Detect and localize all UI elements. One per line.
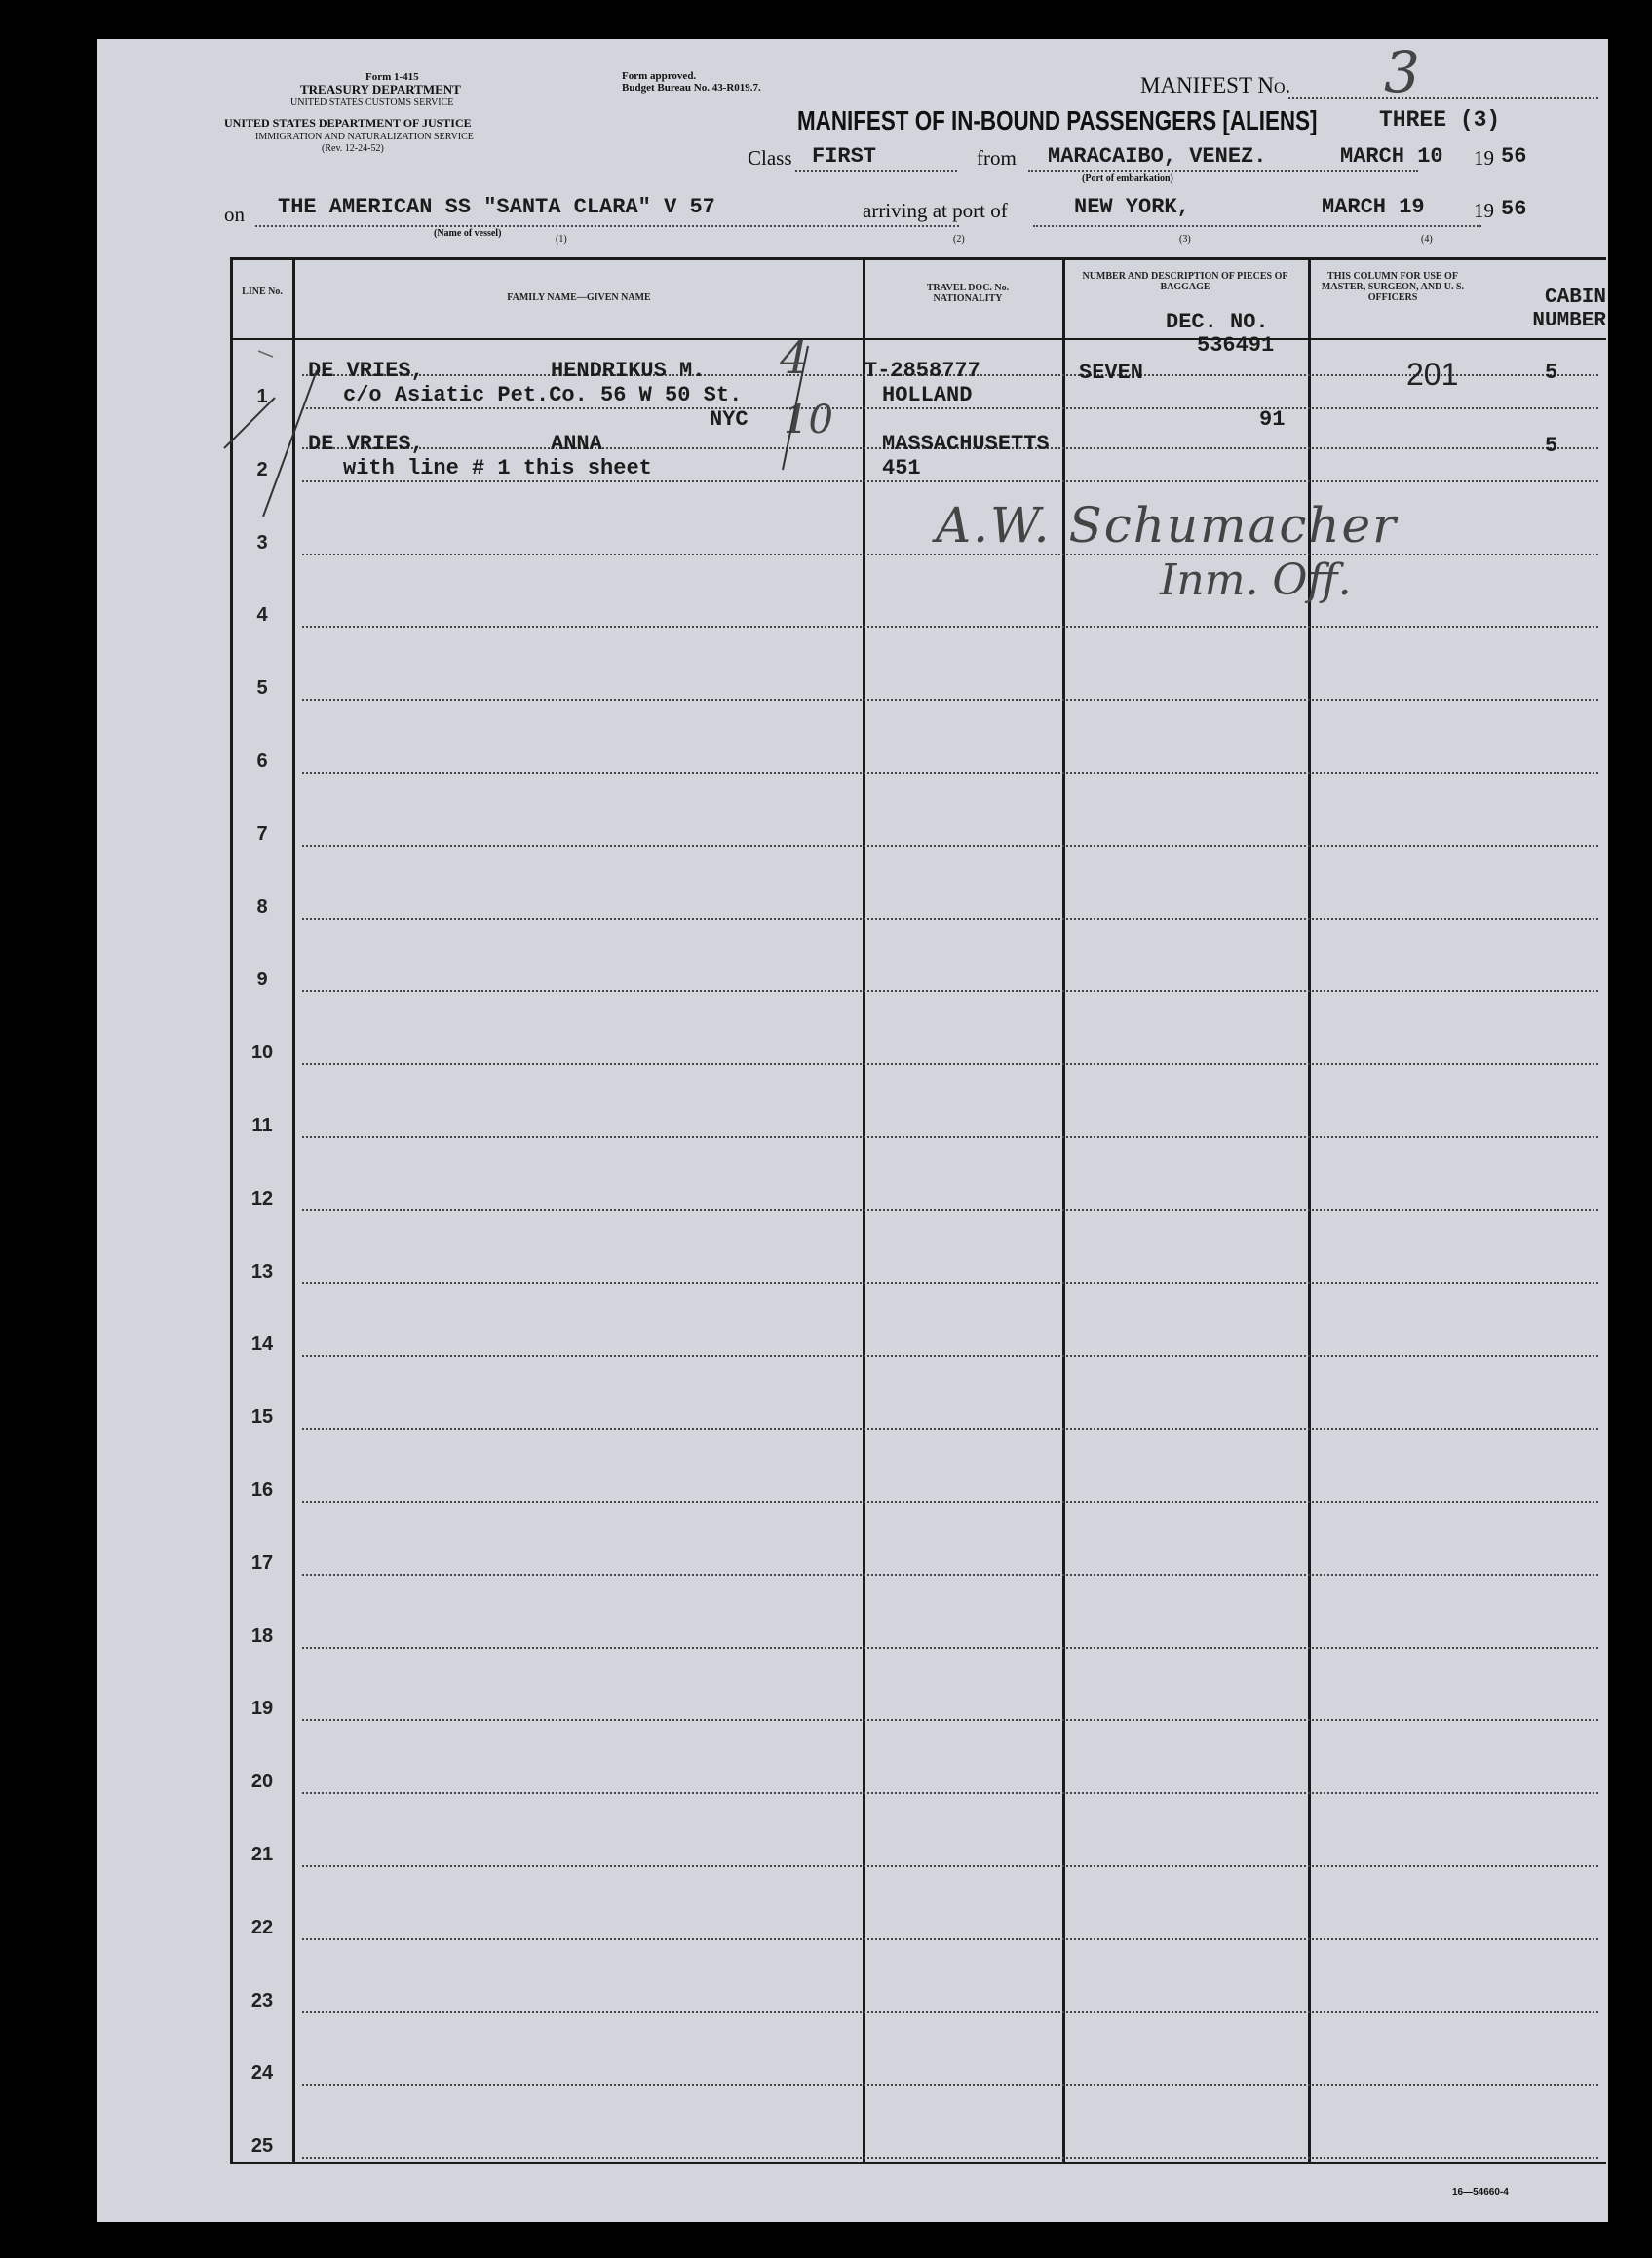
- justice-dept: UNITED STATES DEPARTMENT OF JUSTICE: [224, 116, 472, 130]
- line-number: 8: [256, 896, 268, 918]
- row-rule: [302, 990, 1598, 992]
- ins-service: IMMIGRATION AND NATURALIZATION SERVICE: [255, 132, 474, 142]
- treasury-dept: TREASURY DEPARTMENT: [300, 82, 461, 96]
- line-number: 18: [250, 1625, 274, 1647]
- header-name: FAMILY NAME—GIVEN NAME: [507, 292, 651, 303]
- line-number: 11: [251, 1115, 273, 1136]
- col1-marker: (1): [556, 234, 567, 245]
- entry1-city: NYC: [710, 407, 749, 432]
- header-officers: THIS COLUMN FOR USE OF MASTER, SURGEON, AND U. S. OFFICERS: [1321, 271, 1465, 303]
- arrival-year-prefix: 19: [1474, 199, 1494, 222]
- row-rule: [302, 845, 1598, 847]
- handwritten-mark-top: 4: [780, 331, 809, 384]
- row-rule: [302, 1792, 1598, 1794]
- line-number: 4: [256, 604, 268, 627]
- form-approved: Form approved.: [622, 70, 697, 82]
- entry1-nationality: HOLLAND: [882, 383, 973, 407]
- header-dec-no: DEC. NO.: [1166, 310, 1269, 334]
- check-mark-strokes: [214, 331, 331, 536]
- customs-service: UNITED STATES CUSTOMS SERVICE: [290, 97, 454, 108]
- row-rule: [302, 1938, 1598, 1940]
- vessel-name: THE AMERICAN SS "SANTA CLARA" V 57: [278, 195, 715, 219]
- entry1-dec-no: 536491: [1197, 333, 1275, 358]
- row-rule: [302, 1865, 1598, 1867]
- header-line-no: LINE No.: [242, 287, 283, 297]
- line-number: 9: [256, 969, 268, 991]
- title-typed: THREE (3): [1379, 107, 1501, 133]
- footer-code: 16—54660-4: [1452, 2187, 1509, 2198]
- row-rule: [302, 480, 1598, 482]
- entry1-officer-note: 201: [1406, 357, 1459, 392]
- form-number: Form 1-415: [365, 71, 419, 83]
- handwritten-mark-bottom: 10: [784, 398, 833, 442]
- vessel-caption: (Name of vessel): [434, 228, 502, 239]
- line-number: 15: [250, 1406, 274, 1429]
- row-rule: [302, 699, 1598, 701]
- row-rule: [302, 1063, 1598, 1065]
- row-rule: [302, 1209, 1598, 1211]
- entry2-nationality: MASSACHUSETTS: [882, 432, 1050, 456]
- row-rule: [302, 1136, 1598, 1138]
- entry1-baggage-note: 91: [1259, 407, 1286, 432]
- line-number: 10: [250, 1042, 274, 1064]
- entry2-doc-no: 451: [882, 456, 921, 480]
- col4-marker: (4): [1421, 234, 1433, 245]
- entry1-address: c/o Asiatic Pet.Co. 56 W 50 St.: [343, 383, 743, 407]
- line-number: 14: [250, 1333, 274, 1356]
- line-number: 1: [256, 386, 268, 407]
- from-date: MARCH 10: [1340, 144, 1443, 169]
- line-number: 21: [250, 1844, 274, 1865]
- line-number: 16: [250, 1479, 274, 1501]
- from-year: 56: [1501, 144, 1527, 169]
- line-number: 6: [256, 750, 268, 772]
- line-number: 3: [256, 531, 268, 554]
- arriving-label: arriving at port of: [863, 199, 1008, 222]
- header-travel-doc: TRAVEL DOC. No. NATIONALITY: [926, 283, 1010, 304]
- entry2-address: with line # 1 this sheet: [343, 456, 652, 480]
- line-number: 19: [250, 1698, 274, 1720]
- row-rule: [302, 1282, 1598, 1284]
- manifest-sheet: [97, 39, 1608, 2222]
- class-value: FIRST: [812, 144, 877, 169]
- row-rule: [302, 1719, 1598, 1721]
- row-rule: [302, 626, 1598, 628]
- row-rule: [302, 1647, 1598, 1649]
- row-rule: [302, 2084, 1598, 2086]
- arrival-date: MARCH 19: [1322, 195, 1425, 219]
- line-number: 12: [250, 1187, 274, 1209]
- handwritten-bracket: [775, 341, 814, 478]
- row-rule: [302, 918, 1598, 920]
- row-rule: [302, 1501, 1598, 1503]
- manifest-title: MANIFEST OF IN-BOUND PASSENGERS [ALIENS]: [797, 105, 1318, 135]
- arrival-year: 56: [1501, 197, 1527, 221]
- col2-marker: (2): [953, 234, 965, 245]
- entry2-family: DE VRIES,: [308, 432, 424, 456]
- from-year-prefix: 19: [1474, 146, 1494, 170]
- line-number: 13: [250, 1260, 274, 1282]
- line-number: 24: [250, 2062, 274, 2085]
- line-number: 20: [250, 1771, 274, 1793]
- header-cabin: CABIN NUMBER: [1532, 287, 1606, 332]
- header-baggage: NUMBER AND DESCRIPTION OF PIECES OF BAGGAGE: [1082, 271, 1288, 292]
- entry1-doc: T-2858777: [864, 359, 980, 383]
- row-rule: [302, 772, 1598, 774]
- arrival-port: NEW YORK,: [1074, 195, 1190, 219]
- row-rule: [302, 1428, 1598, 1430]
- row-rule: [302, 2157, 1598, 2159]
- entry1-cabin: 5: [1545, 361, 1558, 385]
- revision: (Rev. 12-24-52): [322, 143, 384, 154]
- signature-name: A.W. Schumacher: [936, 497, 1399, 554]
- on-label: on: [224, 203, 245, 226]
- entry1-baggage: SEVEN: [1079, 361, 1144, 385]
- line-number: 17: [250, 1551, 274, 1574]
- line-number: 22: [250, 1916, 274, 1938]
- line-number: 23: [250, 1989, 274, 2011]
- row-rule: [302, 407, 1598, 409]
- entry2-cabin: 5: [1545, 434, 1558, 458]
- entry1-family: DE VRIES,: [308, 359, 424, 383]
- class-label: Class: [748, 146, 792, 170]
- budget-bureau: Budget Bureau No. 43-R019.7.: [622, 82, 761, 94]
- line-number: 5: [256, 677, 268, 700]
- entry1-given: HENDRIKUS M.: [551, 359, 706, 383]
- port-embarkation-caption: (Port of embarkation): [1082, 173, 1173, 184]
- line-number: 2: [256, 458, 268, 480]
- signature-title: Inm. Off.: [1160, 555, 1352, 605]
- from-value: MARACAIBO, VENEZ.: [1048, 144, 1267, 169]
- line-number: 7: [256, 823, 268, 845]
- row-rule: [302, 1355, 1598, 1357]
- manifest-label: MANIFEST No.: [1140, 73, 1291, 97]
- from-label: from: [977, 146, 1017, 170]
- row-rule: [302, 2011, 1598, 2013]
- entry2-given: ANNA: [551, 432, 602, 456]
- col3-marker: (3): [1179, 234, 1191, 245]
- manifest-number: 3: [1384, 39, 1420, 105]
- line-number: 25: [250, 2135, 274, 2158]
- row-rule: [302, 1574, 1598, 1576]
